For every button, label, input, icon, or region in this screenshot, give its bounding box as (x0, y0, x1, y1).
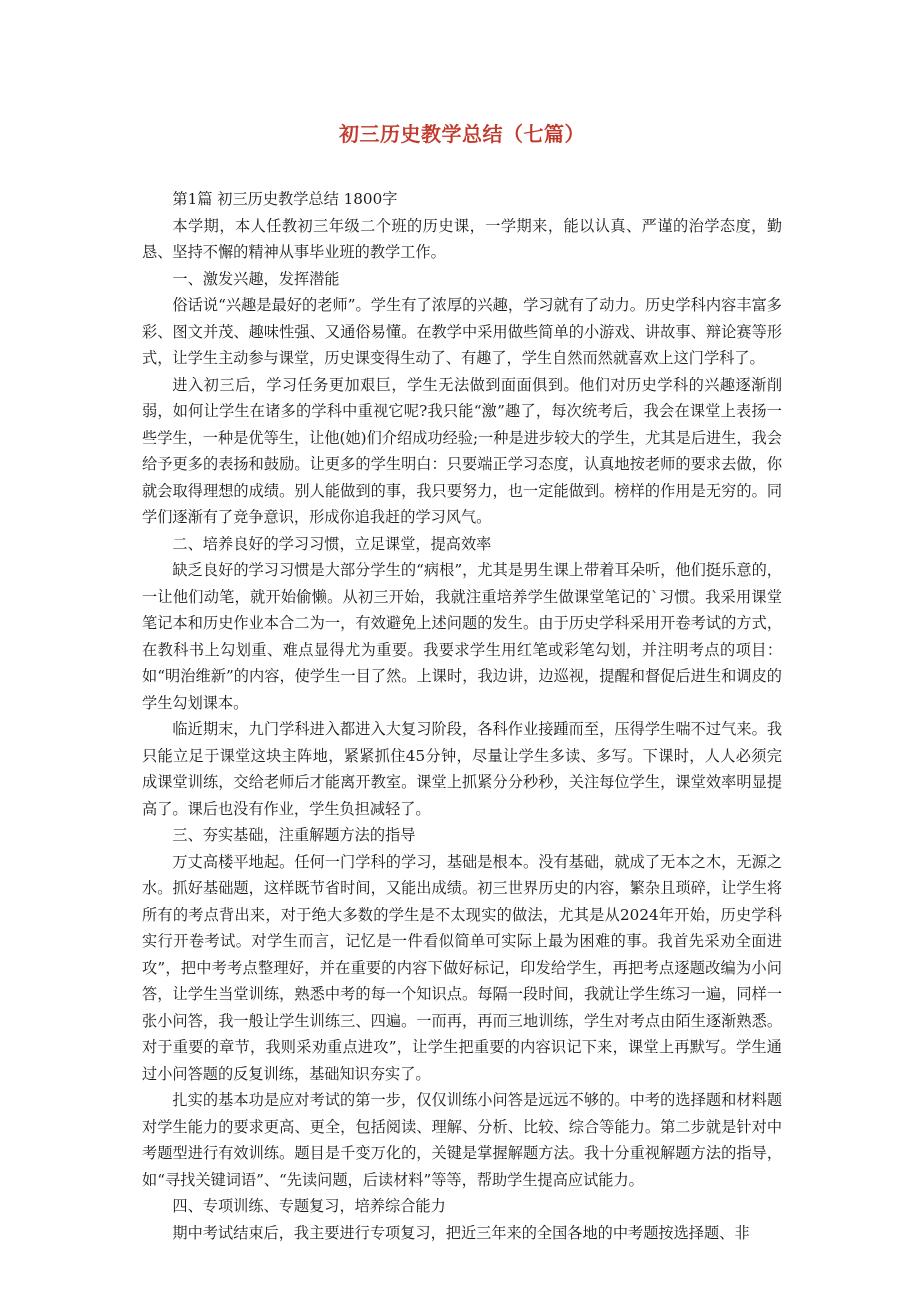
paragraph-heading: 四、专项训练、专题复习，培养综合能力 (172, 1197, 446, 1215)
paragraph: 缺乏良好的学习习惯是大部分学生的“病根”，尤其是男生课上带着耳朵听，他们挺乐意的，一让他们动笔，就开始偷懒。从初三开始，我就注重培养学生做课堂笔记的`习惯。我采用课堂笔记本和历史作业本合二为一，有效避免上述问题的发生。由于历史学科采用开卷考试的方式，在教科书上勾划重、难点显得尤为重要。我要求学生用红笔或彩笔勾划，并注明考点的项目：如“明治维新”的内容，使学生一目了然。上课时，我边讲，边巡视，提醒和督促后进生和调皮的学生勾划课本。 (142, 561, 782, 712)
document-body (142, 186, 782, 1246)
paragraph-heading: 三、夯实基础，注重解题方法的指导 (172, 826, 416, 844)
paragraph: 万丈高楼平地起。任何一门学科的学习，基础是根本。没有基础，就成了无本之木，无源之水。抓好基础题，这样既节省时间，又能出成绩。初三世界历史的内容，繁杂且琐碎，让学生将所有的考点背出来，对于绝大多数的学生是不太现实的做法，尤其是从2024年开始，历史学科实行开卷考试。对学生而言，记忆是一件看似简单可实际上最为困难的事。我首先采劝全面进攻”，把中考考点整理好，并在重要的内容下做好标记，印发给学生，再把考点逐题改编为小问答，让学生当堂训练，熟悉中考的每一个知识点。每隔一段时间，我就让学生练习一遍，同样一张小问答，我一般让学生训练三、四遍。一而再，再而三地训练，学生对考点由陌生逐渐熟悉。对于重要的章节，我则采劝重点进攻”，让学生把重要的内容识记下来，课堂上再默写。学生通过小问答题的反复训练，基础知识夯实了。 (142, 852, 782, 1083)
paragraph: 本学期，本人任教初三年级二个班的历史课，一学期来，能以认真、严谨的治学态度，勤恳、坚持不懈的精神从事毕业班的教学工作。 (142, 216, 782, 261)
paragraph-heading: 二、培养良好的学习习惯，立足课堂，提高效率 (172, 534, 492, 553)
document-title: 初三历史教学总结（七篇） (339, 122, 585, 146)
paragraph: 扎实的基本功是应对考试的第一步，仅仅训练小问答是远远不够的。中考的选择题和材料题对学生能力的要求更高、更全，包括阅读、理解、分析、比较、综合等能力。第二步就是针对中考题型进行有效训练。题目是千变万化的，关键是掌握解题方法。我十分重视解题方法的指导，如“寻找关键词语”、“先读问题，后读材料”等等，帮助学生提高应试能力。 (142, 1091, 782, 1189)
paragraph-section-header: 第1篇 初三历史教学总结 1800字 (172, 190, 398, 208)
paragraph: 期中考试结束后，我主要进行专项复习，把近三年来的全国各地的中考题按选择题、非 (172, 1223, 750, 1242)
paragraph: 临近期末，九门学科进入都进入大复习阶段，各科作业接踵而至，压得学生喘不过气来。我只能立足于课堂这块主阵地，紧紧抓住45分钟，尽量让学生多读、多写。下课时，人人必须完成课堂训练，交给老师后才能离开教室。课堂上抓紧分分秒秒，关注每位学生，课堂效率明显提高了。课后也没有作业，学生负担减轻了。 (142, 720, 782, 818)
paragraph: 进入初三后，学习任务更加艰巨，学生无法做到面面俱到。他们对历史学科的兴趣逐渐削弱，如何让学生在诸多的学科中重视它呢?我只能“激”趣了，每次统考后，我会在课堂上表扬一些学生，一种是优等生，让他(她)们介绍成功经验;一种是进步较大的学生，尤其是后进生，我会给予更多的表扬和鼓励。让更多的学生明白：只要端正学习态度，认真地按老师的要求去做，你就会取得理想的成绩。别人能做到的事，我只要努力，也一定能做到。榜样的作用是无穷的。同学们逐渐有了竞争意识，形成你追我赶的学习风气。 (142, 375, 782, 526)
paragraph: 俗话说“兴趣是最好的老师”。学生有了浓厚的兴趣，学习就有了动力。历史学科内容丰富多彩、图文并茂、趣味性强、又通俗易懂。在教学中采用做些简单的小游戏、讲故事、辩论赛等形式，让学生主动参与课堂，历史课变得生动了、有趣了，学生自然而然就喜欢上这门学科了。 (142, 296, 782, 367)
document-page (142, 118, 782, 1246)
paragraph-heading: 一、激发兴趣，发挥潜能 (172, 269, 340, 288)
